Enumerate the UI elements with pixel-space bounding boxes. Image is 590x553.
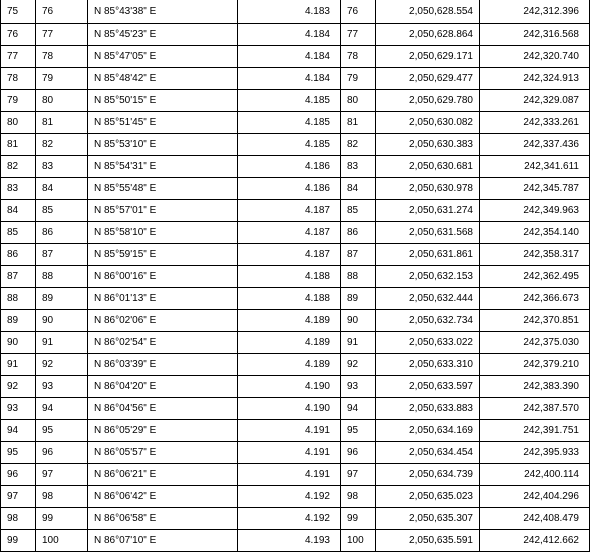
cell-to-station: 89	[36, 288, 88, 310]
cell-point-number: 95	[341, 420, 376, 442]
cell-from-station: 79	[1, 90, 36, 112]
cell-northing: 2,050,635.591	[376, 530, 480, 552]
table-row	[1, 332, 590, 354]
cell-easting: 242,395.933	[480, 442, 590, 464]
cell-point-number: 91	[341, 332, 376, 354]
cell-point-number: 94	[341, 398, 376, 420]
cell-point-number: 87	[341, 244, 376, 266]
cell-distance: 4.186	[238, 178, 341, 200]
cell-easting: 242,412.662	[480, 530, 590, 552]
table-body	[1, 0, 590, 552]
cell-easting: 242,345.787	[480, 178, 590, 200]
cell-easting: 242,316.568	[480, 24, 590, 46]
cell-bearing: N 86°01'13" E	[88, 288, 238, 310]
cell-from-station: 77	[1, 46, 36, 68]
cell-bearing: N 86°05'57" E	[88, 442, 238, 464]
table-row	[1, 134, 590, 156]
cell-easting: 242,387.570	[480, 398, 590, 420]
cell-easting: 242,383.390	[480, 376, 590, 398]
cell-easting: 242,375.030	[480, 332, 590, 354]
cell-bearing: N 86°05'29" E	[88, 420, 238, 442]
cell-easting: 242,400.114	[480, 464, 590, 486]
cell-bearing: N 86°06'21" E	[88, 464, 238, 486]
cell-northing: 2,050,635.307	[376, 508, 480, 530]
cell-point-number: 84	[341, 178, 376, 200]
cell-northing: 2,050,634.739	[376, 464, 480, 486]
cell-to-station: 88	[36, 266, 88, 288]
table-row	[1, 244, 590, 266]
cell-bearing: N 85°55'48" E	[88, 178, 238, 200]
table-row	[1, 222, 590, 244]
cell-point-number: 89	[341, 288, 376, 310]
cell-to-station: 94	[36, 398, 88, 420]
cell-distance: 4.192	[238, 508, 341, 530]
cell-distance: 4.185	[238, 134, 341, 156]
cell-northing: 2,050,631.274	[376, 200, 480, 222]
cell-to-station: 85	[36, 200, 88, 222]
cell-bearing: N 86°06'42" E	[88, 486, 238, 508]
cell-to-station: 98	[36, 486, 88, 508]
table-row	[1, 24, 590, 46]
cell-to-station: 76	[36, 0, 88, 24]
cell-distance: 4.193	[238, 530, 341, 552]
table-row	[1, 46, 590, 68]
cell-distance: 4.187	[238, 222, 341, 244]
cell-from-station: 92	[1, 376, 36, 398]
cell-bearing: N 86°04'20" E	[88, 376, 238, 398]
cell-northing: 2,050,630.082	[376, 112, 480, 134]
cell-easting: 242,408.479	[480, 508, 590, 530]
cell-from-station: 95	[1, 442, 36, 464]
cell-point-number: 92	[341, 354, 376, 376]
cell-to-station: 92	[36, 354, 88, 376]
cell-from-station: 85	[1, 222, 36, 244]
table-row	[1, 354, 590, 376]
table-row	[1, 288, 590, 310]
cell-to-station: 78	[36, 46, 88, 68]
cell-distance: 4.189	[238, 310, 341, 332]
cell-from-station: 84	[1, 200, 36, 222]
cell-distance: 4.190	[238, 376, 341, 398]
cell-point-number: 86	[341, 222, 376, 244]
cell-northing: 2,050,635.023	[376, 486, 480, 508]
cell-northing: 2,050,630.681	[376, 156, 480, 178]
cell-bearing: N 85°48'42" E	[88, 68, 238, 90]
cell-from-station: 76	[1, 24, 36, 46]
table-row	[1, 178, 590, 200]
cell-easting: 242,370.851	[480, 310, 590, 332]
cell-distance: 4.188	[238, 288, 341, 310]
cell-point-number: 96	[341, 442, 376, 464]
cell-easting: 242,354.140	[480, 222, 590, 244]
cell-bearing: N 86°04'56" E	[88, 398, 238, 420]
cell-point-number: 82	[341, 134, 376, 156]
cell-distance: 4.188	[238, 266, 341, 288]
cell-to-station: 91	[36, 332, 88, 354]
cell-from-station: 91	[1, 354, 36, 376]
cell-point-number: 77	[341, 24, 376, 46]
cell-point-number: 98	[341, 486, 376, 508]
cell-from-station: 88	[1, 288, 36, 310]
cell-to-station: 95	[36, 420, 88, 442]
cell-point-number: 80	[341, 90, 376, 112]
cell-bearing: N 86°03'39" E	[88, 354, 238, 376]
cell-bearing: N 85°53'10" E	[88, 134, 238, 156]
cell-northing: 2,050,632.734	[376, 310, 480, 332]
cell-to-station: 80	[36, 90, 88, 112]
cell-northing: 2,050,630.383	[376, 134, 480, 156]
cell-northing: 2,050,633.310	[376, 354, 480, 376]
cell-bearing: N 85°47'05" E	[88, 46, 238, 68]
cell-to-station: 86	[36, 222, 88, 244]
cell-point-number: 79	[341, 68, 376, 90]
cell-from-station: 78	[1, 68, 36, 90]
cell-easting: 242,358.317	[480, 244, 590, 266]
cell-point-number: 76	[341, 0, 376, 24]
cell-to-station: 79	[36, 68, 88, 90]
cell-distance: 4.187	[238, 244, 341, 266]
cell-easting: 242,312.396	[480, 0, 590, 24]
cell-northing: 2,050,634.454	[376, 442, 480, 464]
table-row	[1, 0, 590, 24]
cell-easting: 242,391.751	[480, 420, 590, 442]
cell-to-station: 84	[36, 178, 88, 200]
cell-distance: 4.186	[238, 156, 341, 178]
cell-distance: 4.185	[238, 112, 341, 134]
cell-to-station: 90	[36, 310, 88, 332]
cell-from-station: 98	[1, 508, 36, 530]
cell-from-station: 94	[1, 420, 36, 442]
cell-from-station: 87	[1, 266, 36, 288]
cell-distance: 4.192	[238, 486, 341, 508]
cell-to-station: 83	[36, 156, 88, 178]
cell-northing: 2,050,632.444	[376, 288, 480, 310]
cell-distance: 4.183	[238, 0, 341, 24]
table-row	[1, 486, 590, 508]
cell-northing: 2,050,630.978	[376, 178, 480, 200]
cell-distance: 4.184	[238, 24, 341, 46]
cell-from-station: 83	[1, 178, 36, 200]
cell-point-number: 99	[341, 508, 376, 530]
table-row	[1, 464, 590, 486]
cell-to-station: 97	[36, 464, 88, 486]
cell-to-station: 96	[36, 442, 88, 464]
cell-distance: 4.189	[238, 354, 341, 376]
cell-point-number: 90	[341, 310, 376, 332]
cell-bearing: N 86°07'10" E	[88, 530, 238, 552]
cell-easting: 242,404.296	[480, 486, 590, 508]
cell-distance: 4.191	[238, 464, 341, 486]
cell-bearing: N 85°50'15" E	[88, 90, 238, 112]
cell-from-station: 75	[1, 0, 36, 24]
cell-from-station: 80	[1, 112, 36, 134]
cell-point-number: 97	[341, 464, 376, 486]
cell-to-station: 93	[36, 376, 88, 398]
cell-northing: 2,050,633.022	[376, 332, 480, 354]
cell-from-station: 99	[1, 530, 36, 552]
cell-point-number: 100	[341, 530, 376, 552]
cell-distance: 4.191	[238, 420, 341, 442]
cell-to-station: 100	[36, 530, 88, 552]
cell-distance: 4.189	[238, 332, 341, 354]
cell-northing: 2,050,634.169	[376, 420, 480, 442]
cell-bearing: N 85°58'10" E	[88, 222, 238, 244]
cell-distance: 4.184	[238, 68, 341, 90]
cell-from-station: 82	[1, 156, 36, 178]
cell-from-station: 96	[1, 464, 36, 486]
cell-easting: 242,337.436	[480, 134, 590, 156]
cell-point-number: 85	[341, 200, 376, 222]
cell-easting: 242,333.261	[480, 112, 590, 134]
cell-bearing: N 85°59'15" E	[88, 244, 238, 266]
table-row	[1, 398, 590, 420]
table-row	[1, 90, 590, 112]
cell-northing: 2,050,633.597	[376, 376, 480, 398]
cell-easting: 242,379.210	[480, 354, 590, 376]
cell-northing: 2,050,629.780	[376, 90, 480, 112]
cell-bearing: N 86°02'54" E	[88, 332, 238, 354]
table-row	[1, 266, 590, 288]
cell-distance: 4.187	[238, 200, 341, 222]
cell-from-station: 97	[1, 486, 36, 508]
cell-northing: 2,050,628.864	[376, 24, 480, 46]
cell-bearing: N 86°00'16" E	[88, 266, 238, 288]
cell-easting: 242,324.913	[480, 68, 590, 90]
cell-distance: 4.190	[238, 398, 341, 420]
cell-northing: 2,050,631.568	[376, 222, 480, 244]
table-row	[1, 200, 590, 222]
cell-northing: 2,050,628.554	[376, 0, 480, 24]
cell-distance: 4.184	[238, 46, 341, 68]
cell-northing: 2,050,631.861	[376, 244, 480, 266]
table-row	[1, 508, 590, 530]
table-row	[1, 156, 590, 178]
cell-bearing: N 85°43'38" E	[88, 0, 238, 24]
table-row	[1, 420, 590, 442]
cell-from-station: 81	[1, 134, 36, 156]
cell-to-station: 77	[36, 24, 88, 46]
cell-bearing: N 85°45'23" E	[88, 24, 238, 46]
cell-distance: 4.185	[238, 90, 341, 112]
table-row	[1, 530, 590, 552]
cell-bearing: N 85°54'31" E	[88, 156, 238, 178]
cell-to-station: 82	[36, 134, 88, 156]
cell-from-station: 89	[1, 310, 36, 332]
cell-from-station: 93	[1, 398, 36, 420]
cell-northing: 2,050,629.171	[376, 46, 480, 68]
cell-easting: 242,366.673	[480, 288, 590, 310]
cell-northing: 2,050,632.153	[376, 266, 480, 288]
cell-easting: 242,329.087	[480, 90, 590, 112]
cell-easting: 242,349.963	[480, 200, 590, 222]
cell-northing: 2,050,629.477	[376, 68, 480, 90]
cell-to-station: 99	[36, 508, 88, 530]
cell-bearing: N 85°57'01" E	[88, 200, 238, 222]
cell-northing: 2,050,633.883	[376, 398, 480, 420]
cell-from-station: 90	[1, 332, 36, 354]
cell-point-number: 93	[341, 376, 376, 398]
cell-easting: 242,341.611	[480, 156, 590, 178]
table-row	[1, 68, 590, 90]
cell-point-number: 88	[341, 266, 376, 288]
cell-bearing: N 86°06'58" E	[88, 508, 238, 530]
cell-point-number: 81	[341, 112, 376, 134]
table-row	[1, 112, 590, 134]
cell-easting: 242,362.495	[480, 266, 590, 288]
table-row	[1, 442, 590, 464]
cell-bearing: N 86°02'06" E	[88, 310, 238, 332]
cell-point-number: 78	[341, 46, 376, 68]
table-row	[1, 376, 590, 398]
table-row	[1, 310, 590, 332]
cell-bearing: N 85°51'45" E	[88, 112, 238, 134]
cell-from-station: 86	[1, 244, 36, 266]
cell-easting: 242,320.740	[480, 46, 590, 68]
cell-to-station: 87	[36, 244, 88, 266]
cell-to-station: 81	[36, 112, 88, 134]
cell-point-number: 83	[341, 156, 376, 178]
cell-distance: 4.191	[238, 442, 341, 464]
